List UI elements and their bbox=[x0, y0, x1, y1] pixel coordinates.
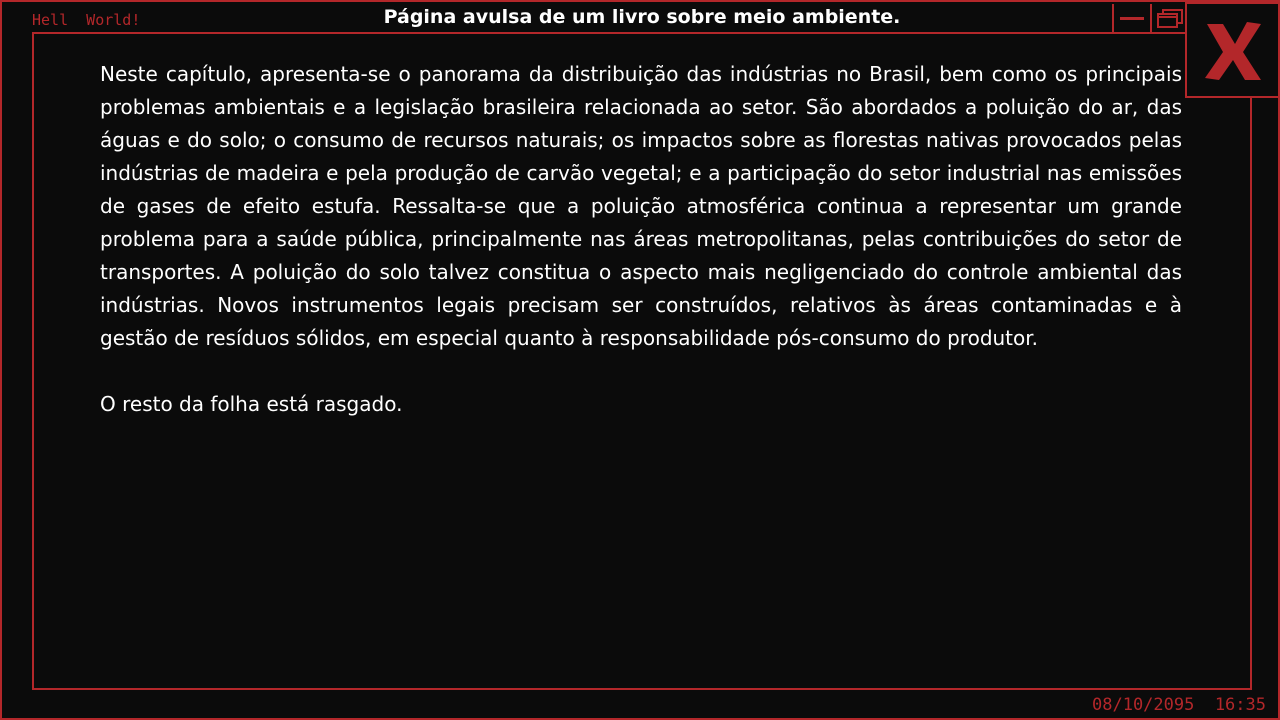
torn-page-note: O resto da folha está rasgado. bbox=[100, 392, 403, 416]
close-x-icon bbox=[1201, 18, 1265, 84]
minimize-icon bbox=[1120, 17, 1144, 20]
document-body bbox=[100, 58, 1182, 454]
close-button[interactable] bbox=[1185, 2, 1280, 98]
document-paragraph: Neste capítulo, apresenta-se o panorama da distribuição das indústrias no Brasil, bem como os principais problemas ambientais e a legislação brasileira relacionada ao setor. São abordados a poluição do ar, das águas e do solo; o consumo de recursos naturais; os impactos sobre as florestas nativas provocados pelas indústrias de madeira e pela produção de carvão vegetal; e a participação do setor industrial nas emissões de gases de efeito estufa. Ressalta-se que a poluição atmosférica continua a representar um grande problema para a saúde pública, principalmente nas áreas metropolitanas, pelas contribuições do setor de transportes. A poluição do solo talvez constitua o aspecto mais negligenciado do controle ambiental das indústrias. Novos instrumentos legais precisam ser construídos, relativos às áreas contaminadas e à gestão de resíduos sólidos, em especial quanto à responsabilidade pós-consumo do produtor. bbox=[100, 62, 1182, 350]
datetime-display: 08/10/2095 16:35 bbox=[1092, 695, 1266, 715]
restore-icon bbox=[1156, 8, 1184, 30]
window-title: Página avulsa de um livro sobre meio ambiente. bbox=[383, 6, 901, 28]
app-label: Hell World! bbox=[32, 11, 141, 29]
maximize-button[interactable] bbox=[1150, 4, 1186, 34]
minimize-button[interactable] bbox=[1112, 4, 1150, 34]
